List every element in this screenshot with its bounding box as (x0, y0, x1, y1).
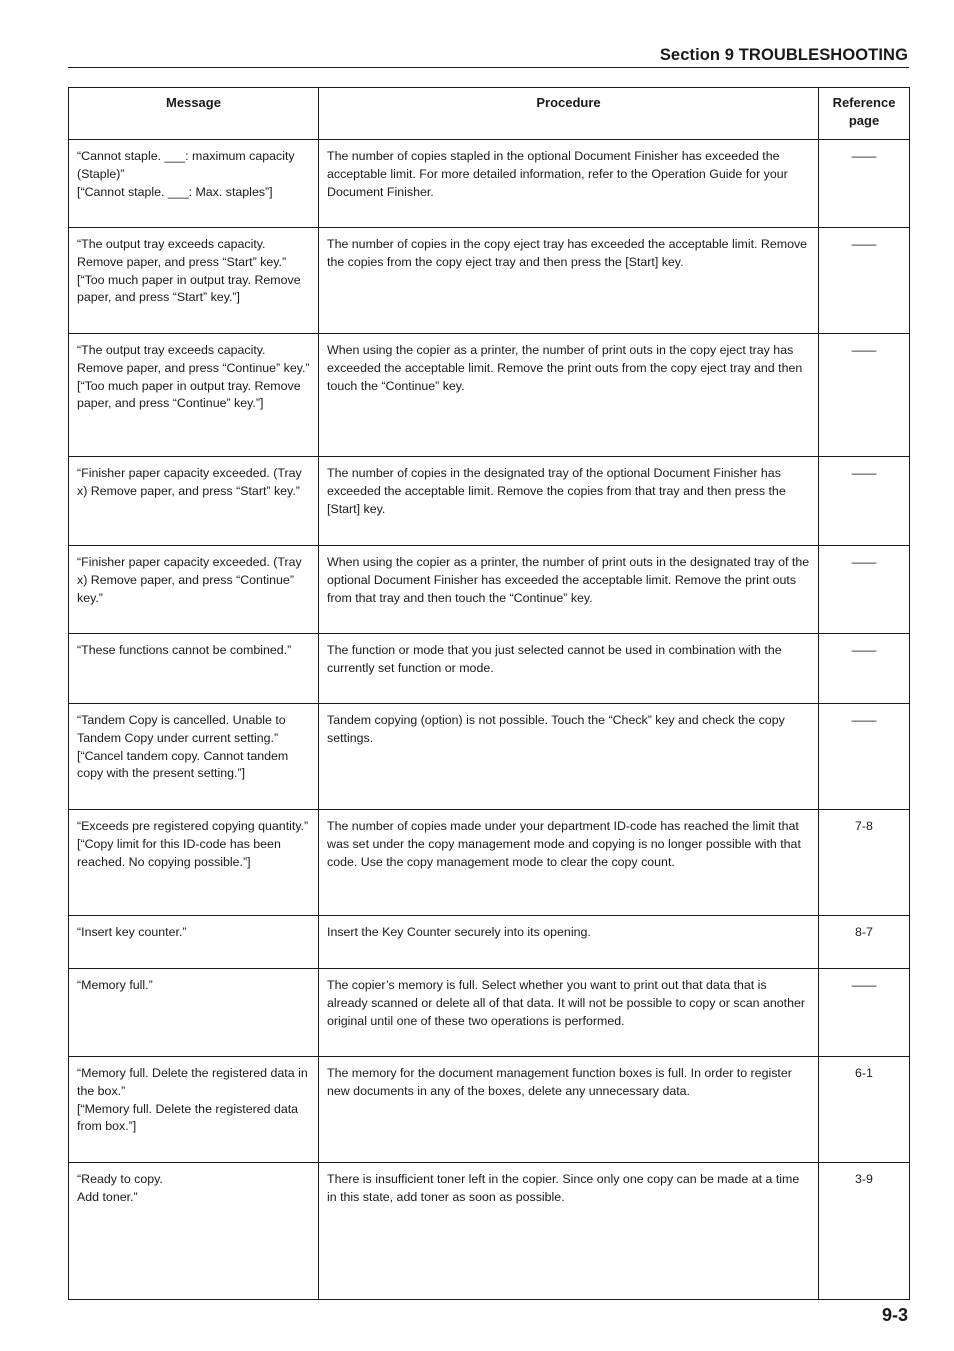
reference-cell: —— (819, 457, 910, 546)
procedure-cell: The number of copies made under your department ID-code has reached the limit that was set under the copy management mode and copying is no longer possible with that code. Use the copy management mode to clear the copy count. (319, 810, 819, 916)
reference-cell: —— (819, 634, 910, 704)
table-row (69, 334, 910, 457)
message-cell: “The output tray exceeds capacity. Remove paper, and press “Start” key.” [“Too much paper in output tray. Remove paper, and press “Start” key.”] (69, 228, 319, 334)
reference-cell: 7-8 (819, 810, 910, 916)
page-number: 9-3 (881, 1305, 908, 1325)
procedure-cell: The number of copies stapled in the optional Document Finisher has exceeded the acceptable limit. For more detailed information, refer to the Operation Guide for your Document Finisher. (319, 140, 819, 228)
section-title: Section 9 TROUBLESHOOTING (659, 46, 908, 64)
table-row (69, 704, 910, 810)
reference-cell: —— (819, 546, 910, 634)
reference-cell: 6-1 (819, 1057, 910, 1163)
message-cell: “Finisher paper capacity exceeded. (Tray x) Remove paper, and press “Continue” key.” (69, 546, 319, 634)
message-cell: “Finisher paper capacity exceeded. (Tray x) Remove paper, and press “Start” key.” (69, 457, 319, 546)
procedure-cell: Tandem copying (option) is not possible. Touch the “Check” key and check the copy settings. (319, 704, 819, 810)
procedure-cell: The number of copies in the copy eject tray has exceeded the acceptable limit. Remove the copies from the copy eject tray and then press the [Start] key. (319, 228, 819, 334)
message-cell: “Tandem Copy is cancelled. Unable to Tandem Copy under current setting.” [“Cancel tandem copy. Cannot tandem copy with the present setting.”] (69, 704, 319, 810)
reference-cell: —— (819, 140, 910, 228)
message-cell: “Ready to copy. Add toner.” (69, 1163, 319, 1300)
message-cell: “Cannot staple. ___: maximum capacity (Staple)” [“Cannot staple. ___: Max. staples”] (69, 140, 319, 228)
reference-cell: 8-7 (819, 916, 910, 969)
reference-cell: —— (819, 228, 910, 334)
reference-cell: —— (819, 969, 910, 1057)
table-row (69, 810, 910, 916)
reference-cell: —— (819, 704, 910, 810)
procedure-cell: When using the copier as a printer, the number of print outs in the designated tray of the optional Document Finisher has exceeded the acceptable limit. Remove the print outs from that tray and then touch the “Continue” key. (319, 546, 819, 634)
column-header-reference: Reference page (819, 88, 910, 140)
message-cell: “Memory full.” (69, 969, 319, 1057)
procedure-cell: The copier’s memory is full. Select whether you want to print out that data that is already scanned or delete all of that data. It will not be possible to copy or scan another original until one of these two operations is performed. (319, 969, 819, 1057)
message-cell: “Memory full. Delete the registered data in the box.” [“Memory full. Delete the registered data from box.”] (69, 1057, 319, 1163)
troubleshooting-table (68, 87, 910, 1300)
table-row (69, 546, 910, 634)
reference-cell: —— (819, 334, 910, 457)
table-row (69, 457, 910, 546)
procedure-cell: When using the copier as a printer, the number of print outs in the copy eject tray has exceeded the acceptable limit. Remove the print outs from the copy eject tray and then touch the “Continue” key. (319, 334, 819, 457)
message-cell: “These functions cannot be combined.” (69, 634, 319, 704)
table-row (69, 916, 910, 969)
table-header-row (69, 88, 910, 140)
procedure-cell: There is insufficient toner left in the copier. Since only one copy can be made at a time in this state, add toner as soon as possible. (319, 1163, 819, 1300)
column-header-procedure: Procedure (319, 88, 819, 140)
column-header-message: Message (69, 88, 319, 140)
table-row (69, 969, 910, 1057)
procedure-cell: Insert the Key Counter securely into its opening. (319, 916, 819, 969)
reference-cell: 3-9 (819, 1163, 910, 1300)
procedure-cell: The function or mode that you just selected cannot be used in combination with the currently set function or mode. (319, 634, 819, 704)
table-row (69, 1057, 910, 1163)
procedure-cell: The number of copies in the designated tray of the optional Document Finisher has exceeded the acceptable limit. Remove the copies from that tray and then press the [Start] key. (319, 457, 819, 546)
procedure-cell: The memory for the document management function boxes is full. In order to register new documents in any of the boxes, delete any unnecessary data. (319, 1057, 819, 1163)
table-row (69, 228, 910, 334)
message-cell: “Insert key counter.” (69, 916, 319, 969)
table-row (69, 140, 910, 228)
message-cell: “The output tray exceeds capacity. Remove paper, and press “Continue” key.” [“Too much paper in output tray. Remove paper, and press “Continue” key.”] (69, 334, 319, 457)
message-cell: “Exceeds pre registered copying quantity.” [“Copy limit for this ID-code has been reached. No copying possible.”] (69, 810, 319, 916)
table-row (69, 1163, 910, 1300)
header-divider (68, 67, 909, 68)
table-row (69, 634, 910, 704)
